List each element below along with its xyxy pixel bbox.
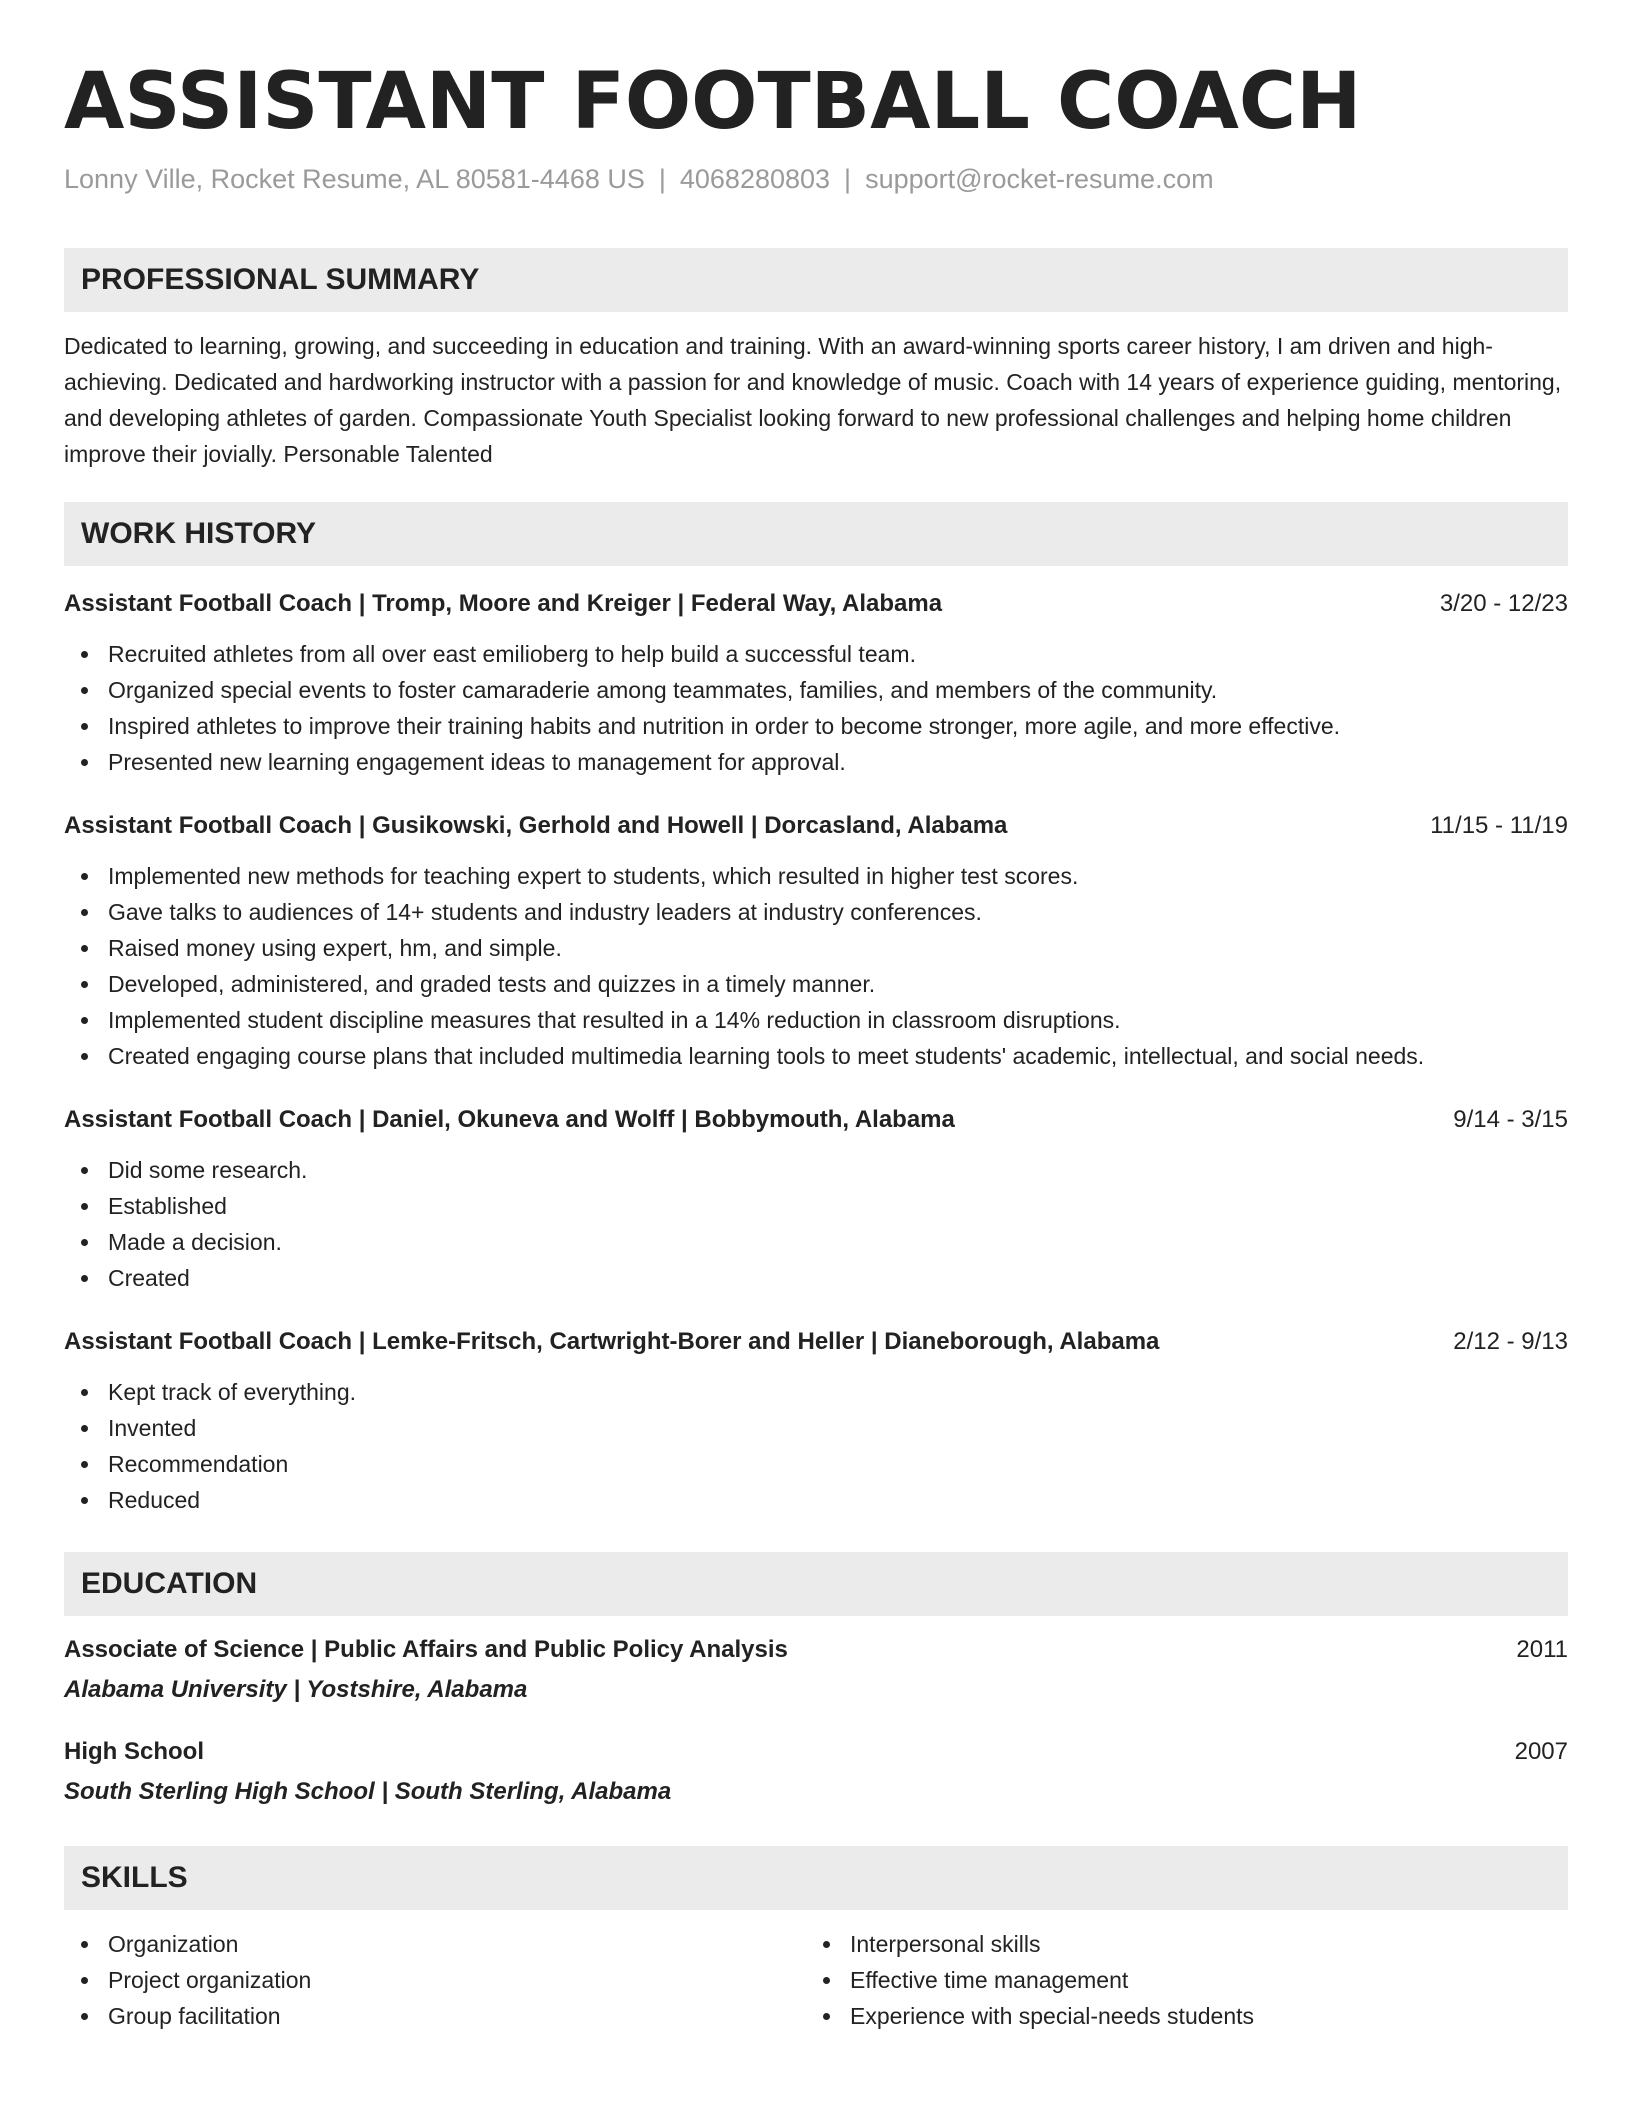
job-bullet: Created engaging course plans that included multimedia learning tools to meet students' academic, intellectual, and social needs. xyxy=(64,1038,1568,1074)
candidate-name: ASSISTANT FOOTBALL COACH xyxy=(64,57,1362,147)
skill-item: Group facilitation xyxy=(64,1998,806,2034)
contact-separator: | xyxy=(658,164,666,194)
job-bullet: Implemented student discipline measures that resulted in a 14% reduction in classroom disruptions. xyxy=(64,1002,1568,1038)
section-heading-skills: SKILLS xyxy=(64,1846,1568,1910)
education-school: South Sterling High School | South Sterling, Alabama xyxy=(64,1778,672,1805)
contact-email: support@rocket-resume.com xyxy=(865,164,1214,194)
skills-column-right xyxy=(806,1926,1548,2034)
skill-item: Interpersonal skills xyxy=(806,1926,1548,1962)
job-bullets xyxy=(64,1374,1568,1518)
job-entry xyxy=(64,1104,1568,1296)
job-title: Assistant Football Coach | Gusikowski, Gerhold and Howell | Dorcasland, Alabama xyxy=(64,812,1008,839)
contact-separator: | xyxy=(844,164,852,194)
job-bullet: Implemented new methods for teaching expert to students, which resulted in higher test scores. xyxy=(64,858,1568,894)
section-heading-work-history: WORK HISTORY xyxy=(64,502,1568,566)
job-dates: 11/15 - 11/19 xyxy=(1430,812,1568,839)
job-bullet: Raised money using expert, hm, and simple. xyxy=(64,930,1568,966)
job-bullets xyxy=(64,1152,1568,1296)
resume-page xyxy=(64,0,1568,2034)
skill-item: Project organization xyxy=(64,1962,806,1998)
job-bullet: Recruited athletes from all over east emilioberg to help build a successful team. xyxy=(64,636,1568,672)
job-bullets xyxy=(64,636,1568,780)
job-bullet: Established xyxy=(64,1188,1568,1224)
job-entry xyxy=(64,810,1568,1074)
skills-column-left xyxy=(64,1926,806,2034)
skill-item: Experience with special-needs students xyxy=(806,1998,1548,2034)
job-bullet: Organized special events to foster camaraderie among teammates, families, and members of the community. xyxy=(64,672,1568,708)
education-school: Alabama University | Yostshire, Alabama xyxy=(64,1676,528,1703)
job-bullets xyxy=(64,858,1568,1074)
skill-item: Effective time management xyxy=(806,1962,1548,1998)
section-heading-summary: PROFESSIONAL SUMMARY xyxy=(64,248,1568,312)
job-bullet: Invented xyxy=(64,1410,1568,1446)
job-bullet: Gave talks to audiences of 14+ students and industry leaders at industry conferences. xyxy=(64,894,1568,930)
contact-address: Lonny Ville, Rocket Resume, AL 80581-4468 US xyxy=(64,164,645,194)
job-bullet: Did some research. xyxy=(64,1152,1568,1188)
contact-phone: 4068280803 xyxy=(679,164,831,194)
job-dates: 3/20 - 12/23 xyxy=(1439,590,1568,617)
job-entry xyxy=(64,1326,1568,1518)
education-degree: Associate of Science | Public Affairs and Public Policy Analysis xyxy=(64,1636,788,1663)
job-entry xyxy=(64,588,1568,780)
education-entry xyxy=(64,1634,1568,1706)
summary-text: Dedicated to learning, growing, and succeeding in education and training. With an award-winning sports career history, I am driven and high-achieving. Dedicated and hardworking instructor with a passion for and knowledge of music. Coach with 14 years of experience guiding, mentoring, and developing athletes of garden. Compassionate Youth Specialist looking forward to new professional challenges and helping home children improve their jovially. Personable Talented xyxy=(64,333,1562,467)
skills-list xyxy=(64,1926,1568,2034)
job-bullet: Kept track of everything. xyxy=(64,1374,1568,1410)
job-title: Assistant Football Coach | Daniel, Okuneva and Wolff | Bobbymouth, Alabama xyxy=(64,1106,955,1133)
education-year: 2011 xyxy=(1516,1636,1568,1663)
job-bullet: Presented new learning engagement ideas to management for approval. xyxy=(64,744,1568,780)
education-year: 2007 xyxy=(1514,1738,1568,1765)
education-entry xyxy=(64,1736,1568,1808)
job-bullet: Recommendation xyxy=(64,1446,1568,1482)
education-degree: High School xyxy=(64,1738,204,1765)
job-bullet: Made a decision. xyxy=(64,1224,1568,1260)
skill-item: Organization xyxy=(64,1926,806,1962)
job-bullet: Inspired athletes to improve their training habits and nutrition in order to become stronger, more agile, and more effective. xyxy=(64,708,1568,744)
job-title: Assistant Football Coach | Lemke-Fritsch, Cartwright-Borer and Heller | Dianeborough, Alabama xyxy=(64,1328,1160,1355)
job-title: Assistant Football Coach | Tromp, Moore and Kreiger | Federal Way, Alabama xyxy=(64,590,943,617)
job-bullet: Developed, administered, and graded tests and quizzes in a timely manner. xyxy=(64,966,1568,1002)
contact-line xyxy=(64,162,1568,196)
job-dates: 9/14 - 3/15 xyxy=(1453,1106,1568,1133)
job-dates: 2/12 - 9/13 xyxy=(1453,1328,1568,1355)
job-bullet: Created xyxy=(64,1260,1568,1296)
job-bullet: Reduced xyxy=(64,1482,1568,1518)
section-heading-education: EDUCATION xyxy=(64,1552,1568,1616)
